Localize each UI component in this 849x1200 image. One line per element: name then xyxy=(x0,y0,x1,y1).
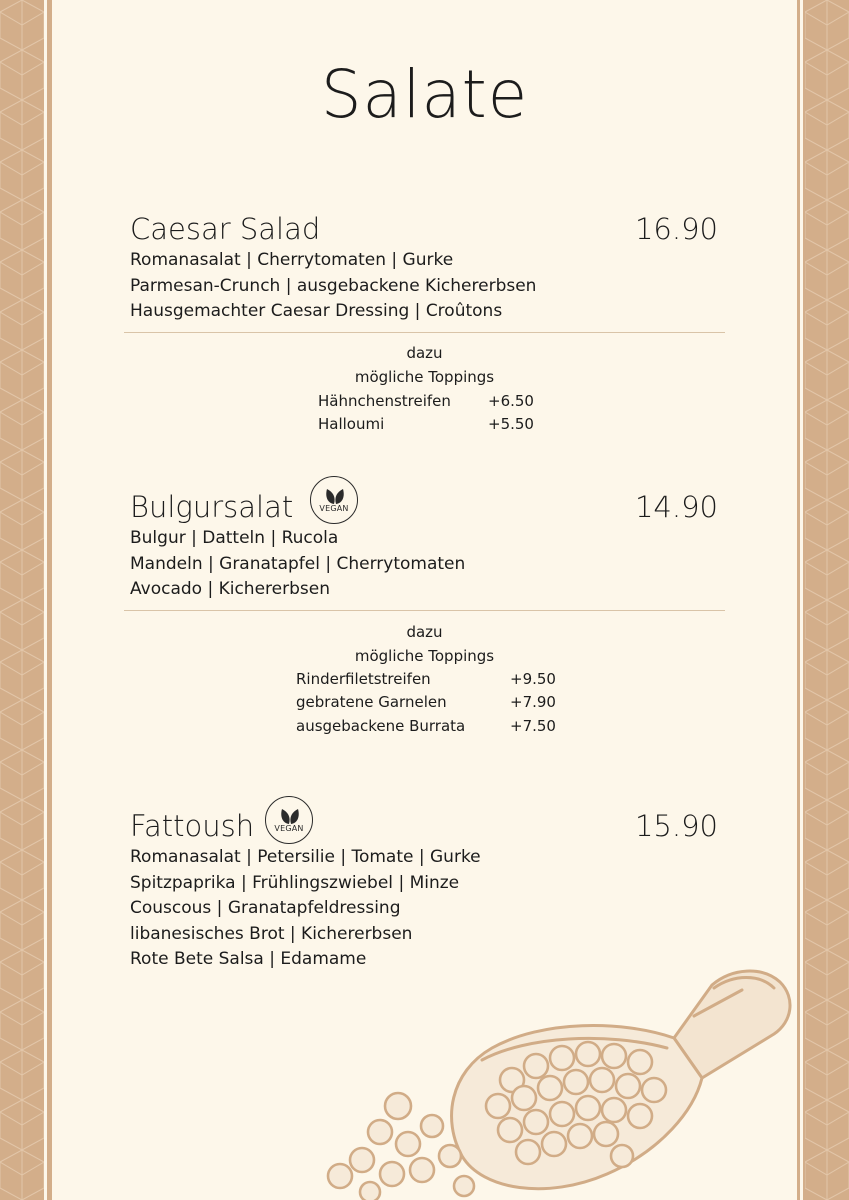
topping-price: +5.50 xyxy=(488,415,534,433)
dish-name: Fattoush xyxy=(130,809,255,843)
page-title: Salate xyxy=(320,56,529,133)
description-line: Rote Bete Salsa | Edamame xyxy=(130,949,367,969)
border-pattern-right xyxy=(805,0,849,1200)
topping-price: +7.50 xyxy=(510,717,556,735)
topping-name: gebratene Garnelen xyxy=(296,693,447,711)
description-line: Couscous | Granatapfeldressing xyxy=(130,898,401,918)
toppings-title: mögliche Toppings xyxy=(354,368,495,386)
description-line: Mandeln | Granatapfel | Cherrytomaten xyxy=(130,553,466,574)
topping-name: ausgebackene Burrata xyxy=(296,717,466,735)
toppings-title: mögliche Toppings xyxy=(354,647,495,665)
topping-price: +9.50 xyxy=(510,670,556,688)
topping-price: +7.90 xyxy=(510,693,556,711)
dish-name: Caesar Salad xyxy=(130,212,321,246)
vegan-badge-label: VEGAN xyxy=(319,504,349,513)
toppings-intro: dazu xyxy=(406,344,443,362)
vegan-badge xyxy=(310,476,358,524)
dish-description xyxy=(130,845,481,973)
dish-price: 16.90 xyxy=(634,212,718,246)
description-line: Bulgur | Datteln | Rucola xyxy=(130,528,339,548)
dish-name: Bulgursalat xyxy=(130,490,294,524)
topping-name: Hähnchenstreifen xyxy=(318,392,451,410)
vegan-leaf-icon xyxy=(266,797,314,845)
vegan-badge xyxy=(265,796,313,844)
vegan-badge-label: VEGAN xyxy=(274,824,304,833)
description-line: Romanasalat | Cherrytomaten | Gurke xyxy=(130,250,454,270)
description-line: Spitzpaprika | Frühlingszwiebel | Minze xyxy=(130,872,460,893)
menu-page xyxy=(52,0,797,1200)
border-line-left xyxy=(44,0,47,1200)
chickpea-scoop-illustration xyxy=(322,960,797,1200)
description-line: libanesisches Brot | Kichererbsen xyxy=(130,923,413,944)
border-pattern-left xyxy=(0,0,44,1200)
toppings-intro: dazu xyxy=(406,623,443,641)
dish-price: 15.90 xyxy=(634,809,718,843)
border-line-right xyxy=(800,0,803,1200)
topping-name: Halloumi xyxy=(318,415,385,433)
topping-name: Rinderfiletstreifen xyxy=(296,670,431,688)
description-line: Hausgemachter Caesar Dressing | Croûtons xyxy=(130,301,503,321)
description-line: Avocado | Kichererbsen xyxy=(130,579,330,599)
divider xyxy=(124,610,725,611)
dish-price: 14.90 xyxy=(634,490,718,524)
description-line: Parmesan-Crunch | ausgebackene Kichererbsen xyxy=(130,275,537,296)
topping-price: +6.50 xyxy=(488,392,534,410)
divider xyxy=(124,332,725,333)
description-line: Romanasalat | Petersilie | Tomate | Gurke xyxy=(130,847,481,867)
dish-description xyxy=(130,526,465,603)
vegan-leaf-icon xyxy=(311,477,359,525)
dish-description xyxy=(130,248,536,325)
